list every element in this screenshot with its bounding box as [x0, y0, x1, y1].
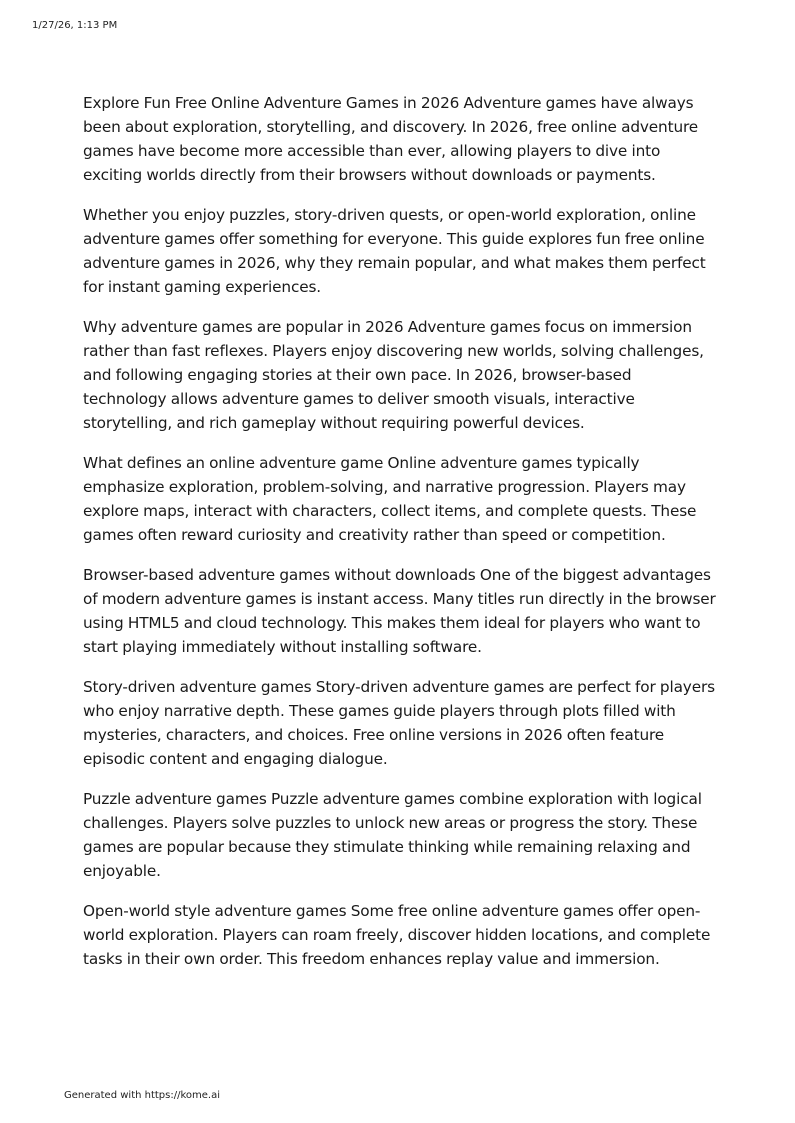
paragraph-browser-based: Browser-based adventure games without downloads One of the biggest advantages of modern adventure games is instant access. Many titles run directly in the browser using HTML5 and cloud technology. This makes them ideal for players who want to start playing immediately without installing software. [83, 566, 716, 656]
paragraph-why-popular: Why adventure games are popular in 2026 Adventure games focus on immersion rather than fast reflexes. Players enjoy discovering new worlds, solving challenges, and following engaging stories at their own pace. In 2026, browser-based technology allows adventure games to deliver smooth visuals, interactive storytelling, and rich gameplay without requiring powerful devices. [83, 318, 704, 432]
paragraph-story-driven: Story-driven adventure games Story-driven adventure games are perfect for players who enjoy narrative depth. These games guide players through plots filled with mysteries, characters, and choices. Free online versions in 2026 often feature episodic content and engaging dialogue. [83, 678, 715, 768]
print-timestamp: 1/27/26, 1:13 PM [32, 20, 118, 31]
article-body [83, 91, 719, 987]
paragraph-intro: Explore Fun Free Online Adventure Games in 2026 Adventure games have always been about exploration, storytelling, and discovery. In 2026, free online adventure games have become more accessible than ever, allowing players to dive into exciting worlds directly from their browsers without downloads or payments. [83, 94, 699, 184]
paragraph-open-world: Open-world style adventure games Some free online adventure games offer open-world exploration. Players can roam freely, discover hidden locations, and complete tasks in their own order. This freedom enhances replay value and immersion. [83, 902, 711, 968]
paragraph-what-defines: What defines an online adventure game Online adventure games typically emphasize exploration, problem-solving, and narrative progression. Players may explore maps, interact with characters, collect items, and complete quests. These games often reward curiosity and creativity rather than speed or competition. [83, 454, 697, 544]
paragraph-puzzle: Puzzle adventure games Puzzle adventure games combine exploration with logical challenges. Players solve puzzles to unlock new areas or progress the story. These games are popular because they stimulate thinking while remaining relaxing and enjoyable. [83, 790, 702, 880]
paragraph-overview: Whether you enjoy puzzles, story-driven quests, or open-world exploration, online adventure games offer something for everyone. This guide explores fun free online adventure games in 2026, why they remain popular, and what makes them perfect for instant gaming experiences. [83, 206, 706, 296]
generated-with-footer: Generated with https://kome.ai [64, 1090, 221, 1101]
